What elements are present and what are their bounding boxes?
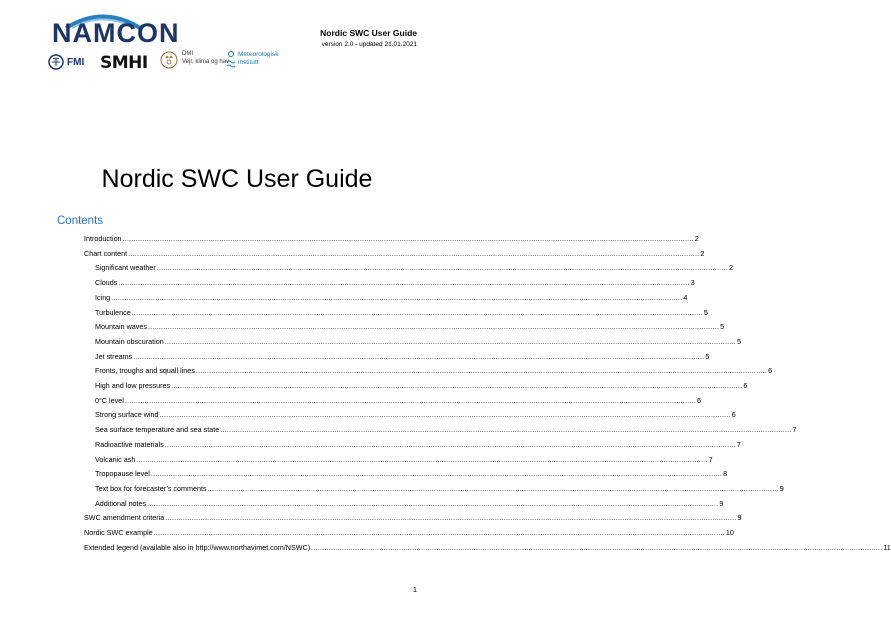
toc-entry-label: High and low pressures [95,381,171,390]
toc-leader-dots: .................................................................................................................................................................................................................................................................... [124,395,697,405]
toc-entry-page: 11 [883,542,891,552]
toc-entry[interactable] [95,405,736,420]
toc-entry-label: Strong surface wind [95,410,159,420]
toc-entry[interactable] [95,479,784,493]
toc-entry-label: Extended legend (available also in http://www.northavimet.com/NSWC) [84,542,311,552]
agency-logos [48,50,278,80]
toc-entry-page: 2 [728,263,733,273]
toc-leader-dots: .................................................................................................................................................................................................................................................................... [159,410,731,420]
toc-entry-label: SWC amendment criteria [84,513,165,523]
toc-entry-page: 6 [743,381,748,390]
toc-leader-dots: .................................................................................................................................................................................................................................................................... [133,351,705,361]
dmi-label: DMI [182,51,193,57]
toc-entry-page: 6 [731,410,736,420]
toc-leader-dots: .................................................................................................................................................................................................................................................................... [150,469,723,479]
met-label-line1: Meteorologisk [238,51,279,58]
toc-entry-page: 7 [708,454,713,464]
toc-entry-label: Mountain obscuration [95,336,164,346]
toc-entry[interactable] [84,229,699,243]
toc-leader-dots: .................................................................................................................................................................................................................................................................... [147,322,720,332]
toc-entry-label: Chart content [84,248,128,258]
toc-entry[interactable] [95,376,748,390]
fmi-emblem-icon [48,54,64,70]
toc-entry-label: Additional notes [95,498,147,508]
toc-entry[interactable] [95,258,733,273]
namcon-wordmark: NAMCON [52,18,180,48]
toc-entry[interactable] [95,317,725,332]
toc-entry[interactable] [95,332,741,346]
toc-leader-dots: .................................................................................................................................................................................................................................................................... [131,307,703,317]
toc-leader-dots: .................................................................................................................................................................................................................................................................... [118,278,690,288]
toc-entry-page: 9 [719,498,724,508]
toc-entry-page: 6 [768,366,773,376]
toc-entry[interactable] [84,508,742,523]
contents-heading: Contents [57,215,104,227]
toc-leader-dots: .................................................................................................................................................................................................................................................................... [207,483,779,493]
toc-entry[interactable] [95,464,728,479]
toc-entry-label: Mountain waves [95,322,147,332]
smhi-logo: SMHI [100,53,148,73]
toc-entry[interactable] [95,361,773,376]
dmi-logo [160,50,230,75]
toc-entry-page: 9 [779,483,784,493]
header-doc-title: Nordic SWC User Guide [320,28,417,38]
toc-entry-label: Significant weather [95,263,156,273]
toc-entry-page: 2 [700,248,705,258]
toc-entry[interactable] [95,347,710,361]
toc-entry-label: 0°C level [95,395,124,405]
toc-entry-page: 10 [725,528,734,537]
header-logos [44,6,279,86]
toc-entry-label: Tropopause level [95,469,150,479]
toc-entry[interactable] [84,538,891,552]
toc-entry[interactable] [95,420,797,435]
toc-entry-label: Nordic SWC example [84,528,153,537]
toc-entry[interactable] [95,391,702,405]
dmi-crown-icon [160,50,178,70]
toc-leader-dots: .................................................................................................................................................................................................................................................................... [136,454,708,464]
page-title: Nordic SWC User Guide [101,165,373,193]
toc-entry[interactable] [95,435,741,449]
fmi-logo [48,54,84,70]
toc-leader-dots: .................................................................................................................................................................................................................................................................... [220,425,792,435]
toc-entry-label: Introduction [84,234,122,243]
toc-entry-page: 9 [737,513,742,523]
met-label-line2: institutt [238,59,259,66]
toc-entry-label: Clouds [95,278,118,288]
toc-entry-label: Jet streams [95,351,133,361]
fmi-label: FMI [67,56,85,68]
toc-entry-page: 3 [690,278,695,288]
toc-entry-label: Radioactive materials [95,439,164,449]
toc-entry-page: 7 [736,439,741,449]
toc-entry[interactable] [84,523,734,537]
toc-entry-page: 6 [697,395,702,405]
toc-leader-dots: .................................................................................................................................................................................................................................................................... [153,528,725,537]
toc-entry-label: Fronts, troughs and squall lines [95,366,195,376]
toc-entry-label: Volcanic ash [95,454,136,464]
toc-entry[interactable] [95,273,695,288]
toc-entry[interactable] [84,244,705,258]
toc-leader-dots: .................................................................................................................................................................................................................................................................... [311,542,883,552]
toc-leader-dots: .................................................................................................................................................................................................................................................................... [128,248,700,258]
toc-leader-dots: .................................................................................................................................................................................................................................................................... [147,498,719,508]
toc-entry-page: 5 [703,307,708,317]
toc-leader-dots: .................................................................................................................................................................................................................................................................... [122,234,694,243]
toc-entry-label: Icing [95,292,111,302]
toc-entry-page: 5 [736,336,741,346]
toc-entry-page: 5 [705,351,710,361]
met-logo [226,50,279,75]
toc-entry-page: 7 [792,425,797,435]
met-wave-icon [226,50,236,70]
toc-entry[interactable] [95,494,724,508]
toc-entry-label: Sea surface temperature and sea state [95,425,220,435]
toc-leader-dots: .................................................................................................................................................................................................................................................................... [164,439,736,449]
toc-entry-page: 4 [683,292,688,302]
toc-entry-page: 2 [694,234,699,243]
dmi-tagline: Vejr, klima og hav [182,59,230,65]
toc-entry-label: Text box for forecaster’s comments [95,483,207,493]
toc-leader-dots: .................................................................................................................................................................................................................................................................... [111,292,683,302]
toc-leader-dots: .................................................................................................................................................................................................................................................................... [195,366,768,376]
toc-entry[interactable] [95,450,713,464]
toc-entry[interactable] [95,303,708,317]
toc-entry-page: 8 [723,469,728,479]
toc-leader-dots: .................................................................................................................................................................................................................................................................... [165,513,737,523]
header-version: version 2.0 - updated 21.01.2021 [321,41,417,48]
toc-leader-dots: .................................................................................................................................................................................................................................................................... [156,263,728,273]
met-label [238,51,278,67]
toc-entry[interactable] [95,288,688,302]
toc-leader-dots: .................................................................................................................................................................................................................................................................... [164,336,736,346]
toc-entry-label: Turbulence [95,307,131,317]
toc-leader-dots: .................................................................................................................................................................................................................................................................... [171,381,743,390]
page-number: 1 [412,585,417,594]
toc-entry-page: 5 [720,322,725,332]
